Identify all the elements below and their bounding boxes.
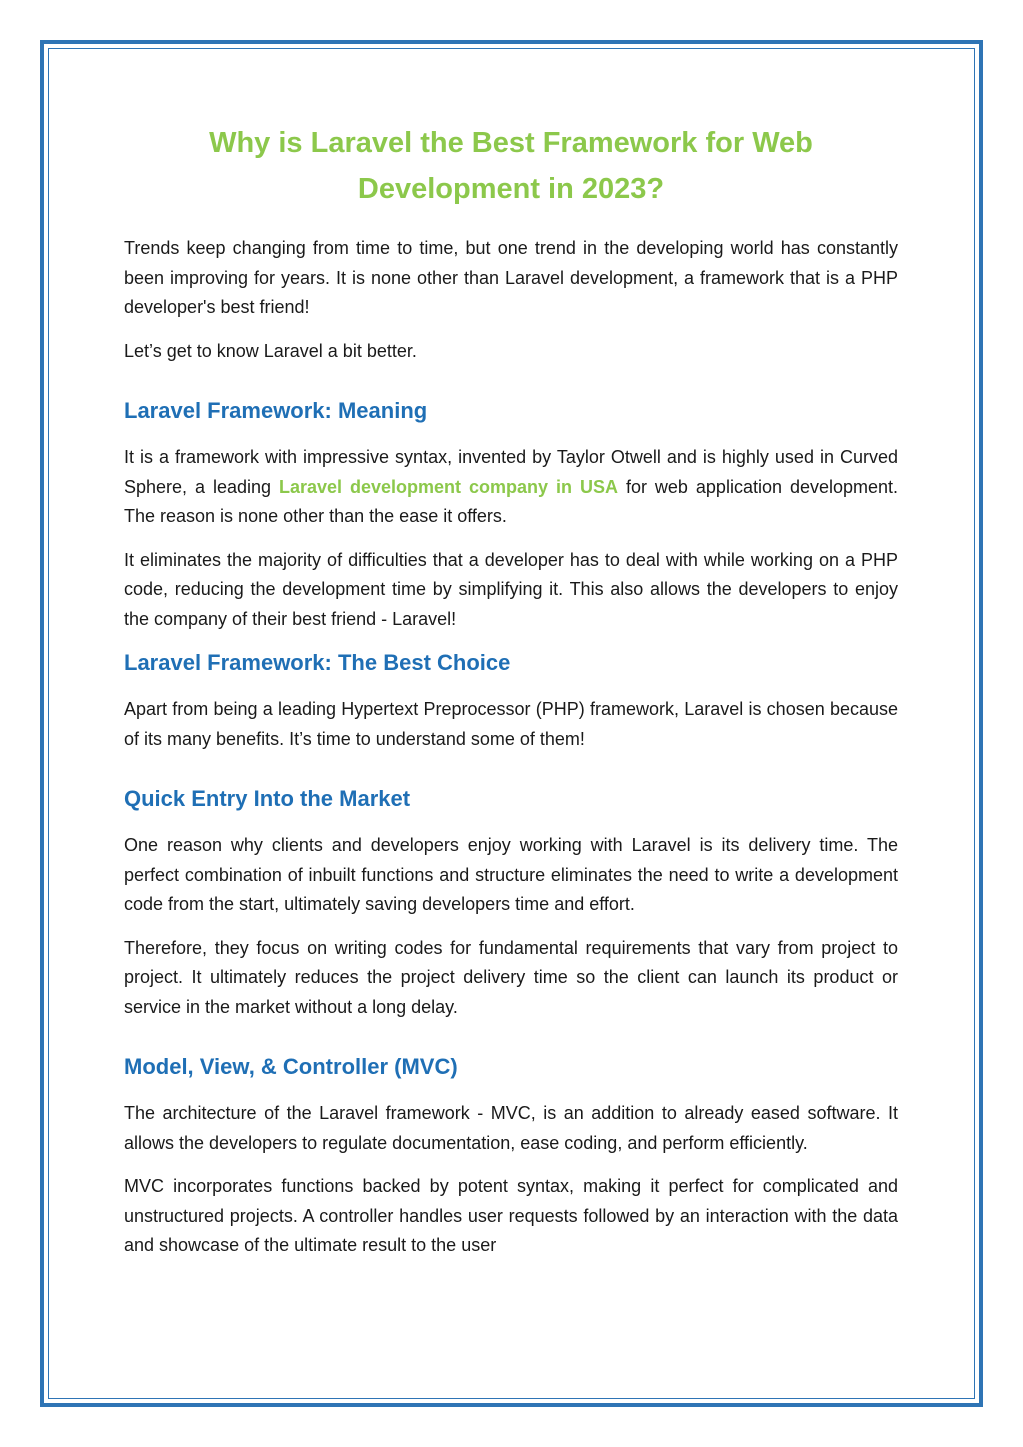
meaning-paragraph-1 (124, 443, 898, 532)
meaning-text-after-link: for web application development. The reason is none other than the ease it offers. (124, 476, 899, 526)
section-heading-best-choice: Laravel Framework: The Best Choice (124, 650, 511, 675)
document-title: Why is Laravel the Best Framework for Web Development in 2023? (209, 127, 813, 205)
intro-paragraph-2: Let’s get to know Laravel a bit better. (124, 340, 417, 361)
quick-entry-paragraph-1: One reason why clients and developers enjoy working with Laravel is its delivery time. The perfect combination of inbuilt functions and structure eliminates the need to write a development code from the start, ultimately saving developers time and effort. (124, 835, 898, 914)
meaning-paragraph-2: It eliminates the majority of difficulties that a developer has to deal with while working on a PHP code, reducing the development time by simplifying it. This also allows the developers to enjoy the company of their best friend - Laravel! (124, 549, 898, 629)
section-heading-meaning: Laravel Framework: Meaning (124, 398, 428, 423)
section-heading-mvc: Model, View, & Controller (MVC) (124, 1054, 458, 1079)
mvc-paragraph-1: The architecture of the Laravel framework - MVC, is an addition to already eased software. It allows the developers to regulate documentation, ease coding, and perform efficiently. (124, 1103, 898, 1153)
laravel-company-link[interactable]: Laravel development company in USA (279, 476, 618, 497)
best-choice-paragraph: Apart from being a leading Hypertext Preprocessor (PHP) framework, Laravel is chosen because of its many benefits. It’s time to understand some of them! (124, 699, 898, 749)
mvc-paragraph-2: MVC incorporates functions backed by potent syntax, making it perfect for complicated and unstructured projects. A controller handles user requests followed by an interaction with the data and showcase of the ultimate result to the user (124, 1176, 898, 1255)
meaning-text-before-link: It is a framework with impressive syntax, invented by Taylor Otwell and is highly used in Curved Sphere, a leading (124, 447, 898, 497)
section-heading-quick-entry: Quick Entry Into the Market (124, 786, 411, 811)
intro-paragraph-1: Trends keep changing from time to time, but one trend in the developing world has constantly been improving for years. It is none other than Laravel development, a framework that is a PHP developer's best friend! (124, 238, 898, 317)
quick-entry-paragraph-2: Therefore, they focus on writing codes for fundamental requirements that vary from project to project. It ultimately reduces the project delivery time so the client can launch its product or service in the market without a long delay. (124, 937, 898, 1017)
document-body (124, 120, 898, 1275)
